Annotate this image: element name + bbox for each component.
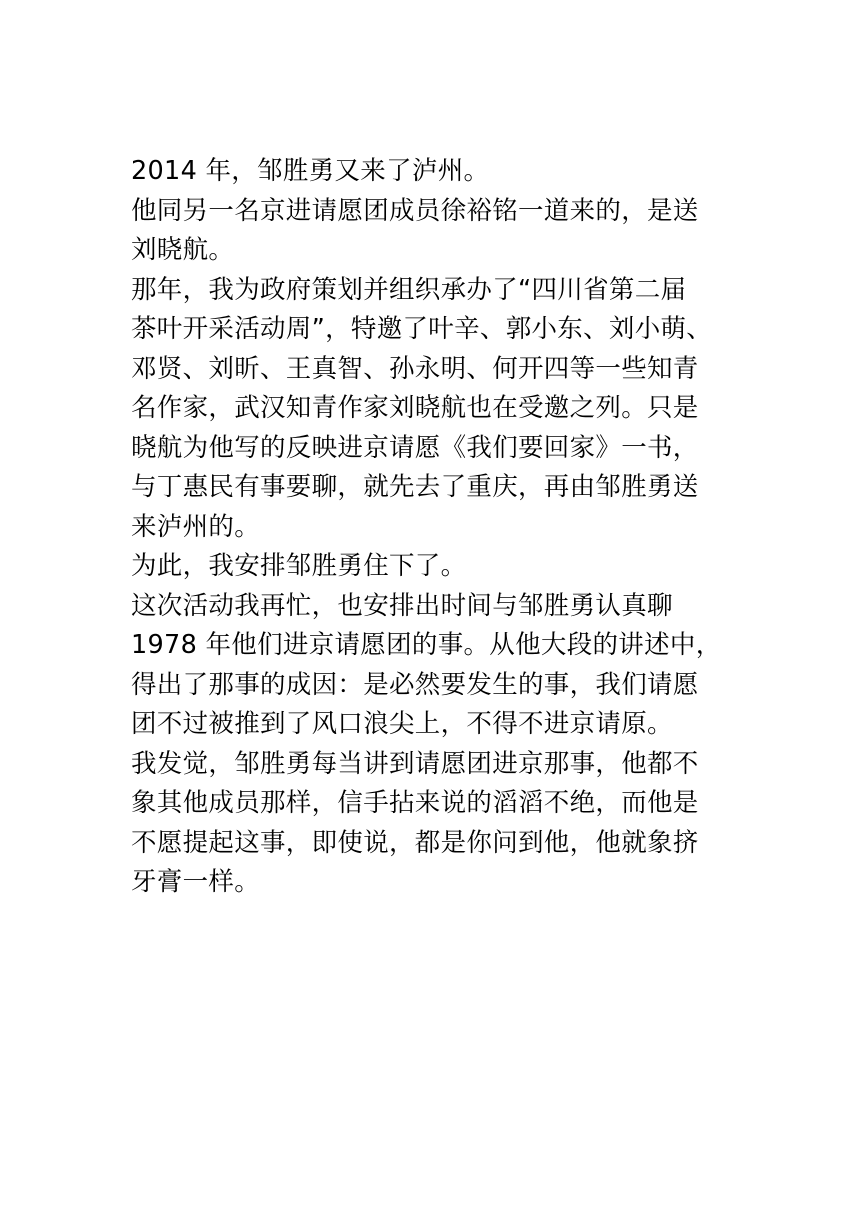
text-line: 邓贤、刘昕、王真智、孙永明、何开四等一些知青 [131, 353, 699, 384]
text-line: 那年，我为政府策划并组织承办了“四川省第二届 [131, 274, 687, 305]
text-line: 牙膏一样。 [131, 867, 261, 897]
text-line: 不愿提起这事，即使说，都是你问到他，他就象挤 [131, 827, 699, 858]
text-line: 1978 年他们进京请愿团的事。从他大段的讲述中， [131, 630, 722, 660]
text-line: 他同另一名京进请愿团成员徐裕铭一道来的，是送 [131, 195, 699, 226]
text-line: 刘晓航。 [131, 235, 235, 265]
text-line: 来泸州的。 [131, 511, 261, 542]
text-line: 我发觉，邹胜勇每当讲到请愿团进京那事，他都不 [131, 748, 699, 779]
text-line: 与丁惠民有事要聊，就先去了重庆，再由邹胜勇送 [131, 472, 699, 502]
text-line: 茶叶开采活动周”，特邀了叶辛、郭小东、刘小萌、 [131, 314, 713, 344]
text-line: 这次活动我再忙，也安排出时间与邹胜勇认真聊 [131, 590, 673, 621]
text-line: 名作家，武汉知青作家刘晓航也在受邀之列。只是 [131, 393, 699, 423]
text-line: 团不过被推到了风口浪尖上，不得不进京请原。 [131, 709, 673, 739]
text-line: 象其他成员那样，信手拈来说的滔滔不绝，而他是 [131, 788, 699, 818]
text-line: 晓航为他写的反映进京请愿《我们要回家》一书， [131, 432, 699, 463]
article-body [131, 152, 731, 903]
text-line: 2014 年，邹胜勇又来了泸州。 [131, 156, 490, 186]
text-line: 得出了那事的成因：是必然要发生的事，我们请愿 [131, 669, 699, 700]
text-line: 为此，我安排邹胜勇住下了。 [131, 551, 467, 581]
